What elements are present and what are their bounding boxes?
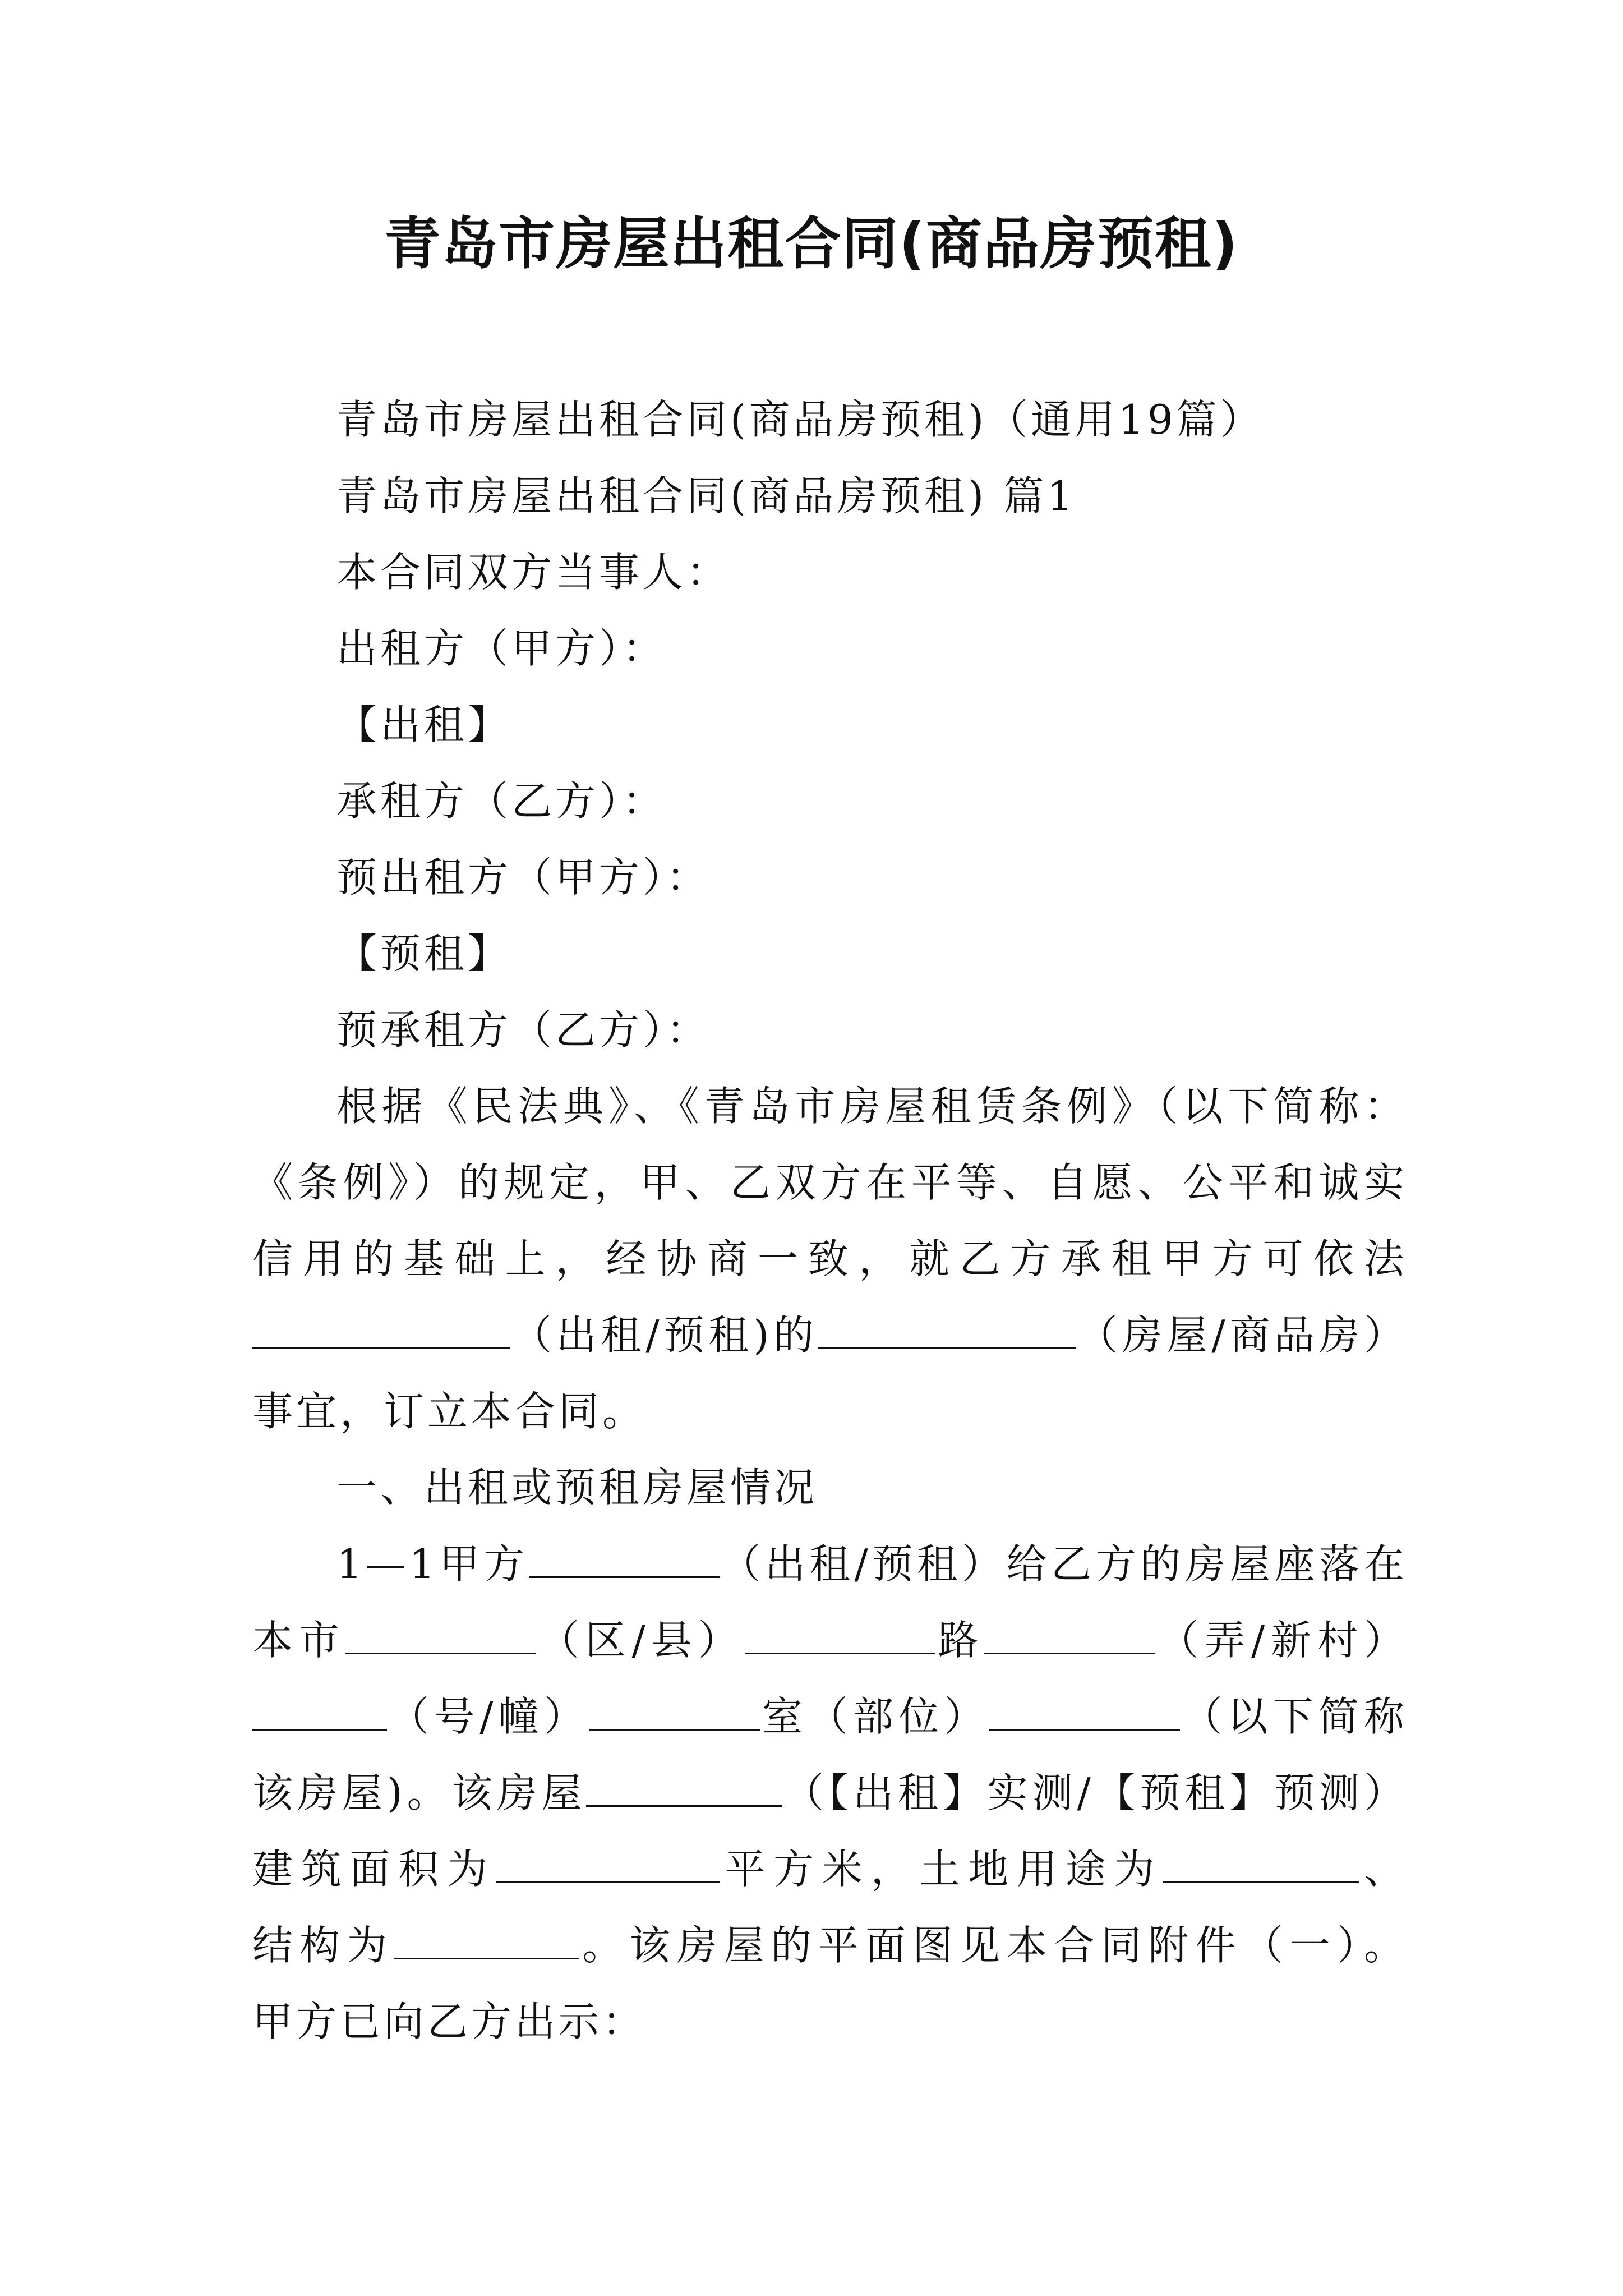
text-fragment: 。该房屋的平面图见本合同附件（一）。 xyxy=(579,1922,1408,1969)
text-fragment: （出租/预租)的 xyxy=(510,1312,818,1359)
blank-field[interactable] xyxy=(586,1772,782,1807)
text-fragment: 室（部位） xyxy=(760,1693,990,1740)
lessor-label: 出租方（甲方）： xyxy=(336,625,667,672)
text-fragment: 本市 xyxy=(252,1617,345,1664)
paragraph-line: 《条例》）的规定，甲、乙双方在平等、自愿、公平和诚实 xyxy=(252,1159,1408,1206)
paragraph-line xyxy=(252,1755,1408,1831)
text-fragment: （房屋/商品房） xyxy=(1076,1312,1408,1359)
blank-field[interactable] xyxy=(1163,1848,1359,1883)
paragraph-line xyxy=(252,1831,1408,1907)
paragraph-line: 根据《民法典》、《青岛市房屋租赁条例》（以下简称： xyxy=(336,1083,1408,1130)
subtitle-line: 青岛市房屋出租合同(商品房预租)（通用19篇） xyxy=(336,396,1264,443)
blank-field[interactable] xyxy=(989,1695,1180,1731)
blank-field[interactable] xyxy=(818,1314,1076,1349)
paragraph-line xyxy=(252,1907,1408,1984)
text-fragment: （弄/新村） xyxy=(1155,1617,1408,1664)
prerent-tag: 【预租】 xyxy=(336,930,512,977)
blank-field[interactable] xyxy=(745,1619,935,1654)
text-fragment: （出租/预租）给乙方的房屋座落在 xyxy=(719,1540,1408,1588)
blank-field[interactable] xyxy=(394,1924,579,1959)
blank-field[interactable] xyxy=(496,1848,720,1883)
paragraph-line xyxy=(252,1526,1408,1602)
pre-lessor-label: 预出租方（甲方）： xyxy=(336,854,711,901)
text-fragment: 、 xyxy=(1359,1846,1408,1893)
lessee-label: 承租方（乙方）： xyxy=(336,777,667,825)
document-body xyxy=(252,381,1408,2060)
text-fragment: 路 xyxy=(935,1617,985,1664)
paragraph-line xyxy=(252,1602,1408,1678)
text-fragment: 1—1甲方 xyxy=(336,1540,529,1588)
text-fragment: 结构为 xyxy=(252,1922,394,1969)
section-heading: 一、出租或预租房屋情况 xyxy=(336,1464,818,1511)
pre-lessee-label: 预承租方（乙方）： xyxy=(336,1006,711,1053)
text-fragment: （号/幢） xyxy=(387,1693,589,1740)
blank-field[interactable] xyxy=(252,1695,387,1731)
text-fragment: 该房屋)。该房屋 xyxy=(252,1769,587,1816)
text-fragment: 建筑面积为 xyxy=(252,1846,496,1893)
document-title: 青岛市房屋出租合同(商品房预租) xyxy=(384,211,1239,277)
paragraph-line xyxy=(252,1678,1408,1755)
paragraph-line: 信用的基础上，经协商一致，就乙方承租甲方可依法 xyxy=(252,1235,1408,1282)
text-fragment: （区/县） xyxy=(536,1617,745,1664)
blank-field[interactable] xyxy=(589,1695,760,1731)
paragraph-line xyxy=(252,1297,1408,1373)
article-heading: 青岛市房屋出租合同(商品房预租) 篇1 xyxy=(336,472,1076,519)
text-fragment: （以下简称 xyxy=(1180,1693,1408,1740)
parties-intro: 本合同双方当事人： xyxy=(336,549,731,596)
blank-field[interactable] xyxy=(252,1314,510,1349)
rent-tag: 【出租】 xyxy=(336,701,512,748)
text-fragment: 平方米，土地用途为 xyxy=(720,1846,1163,1893)
text-fragment: （【出租】实测/【预租】预测） xyxy=(782,1769,1408,1816)
paragraph-line: 事宜，订立本合同。 xyxy=(252,1388,647,1435)
blank-field[interactable] xyxy=(984,1619,1155,1654)
blank-field[interactable] xyxy=(529,1543,720,1578)
paragraph-line: 甲方已向乙方出示： xyxy=(252,1998,647,2045)
blank-field[interactable] xyxy=(345,1619,536,1654)
